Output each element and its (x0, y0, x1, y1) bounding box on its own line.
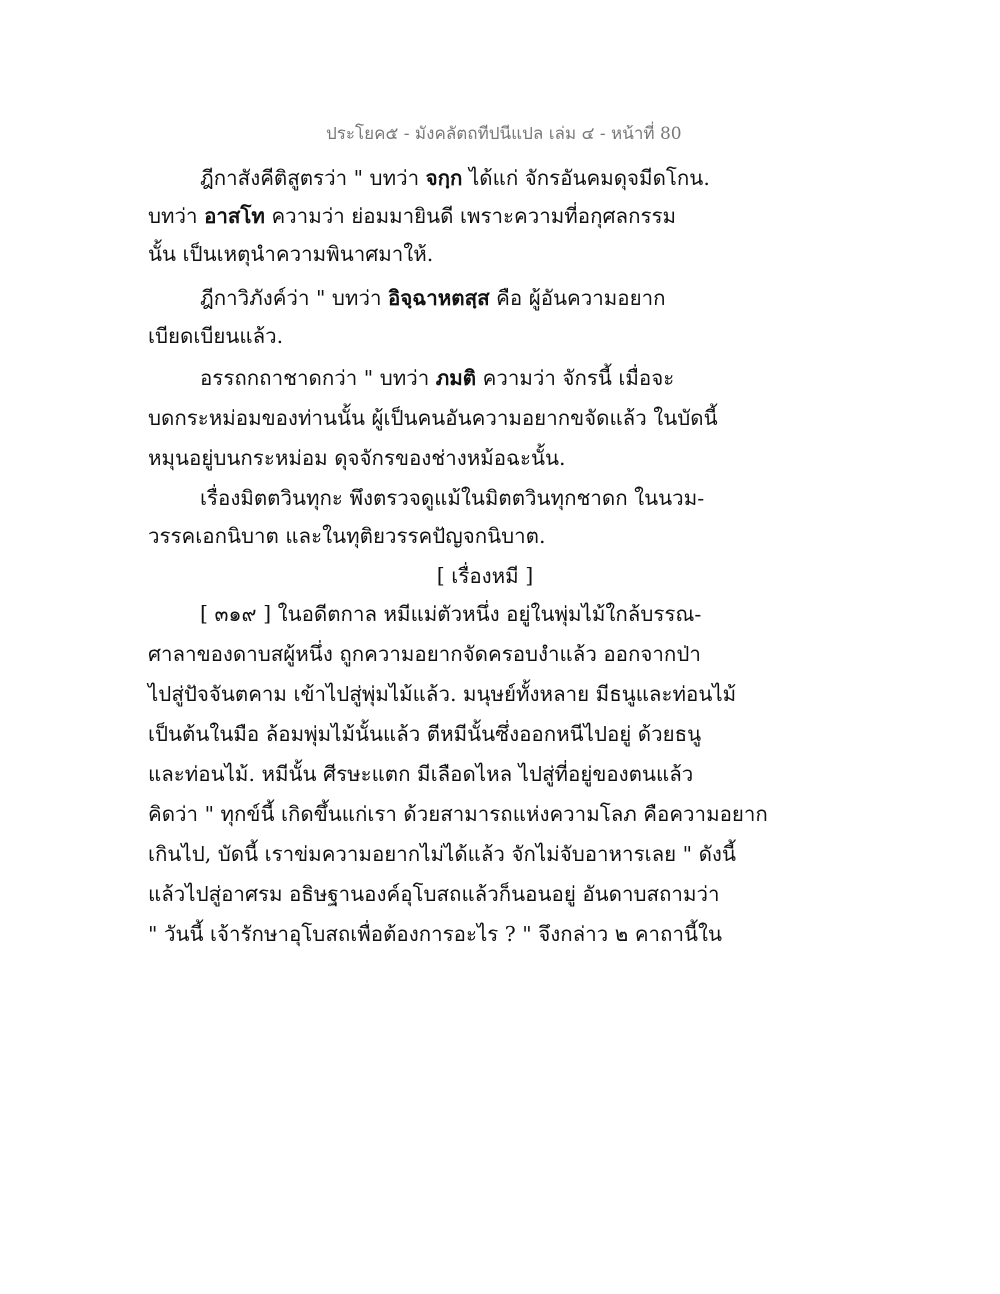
text-span: ความว่า จักรนี้ เมื่อจะ (476, 366, 675, 390)
text-line (148, 720, 708, 748)
text-line (148, 240, 708, 268)
text-span: วรรคเอกนิบาต และในทุติยวรรคปัญจกนิบาต. (148, 524, 546, 548)
text-line (148, 920, 722, 948)
text-span: " วันนี้ เจ้ารักษาอุโบสถเพื่อต้องการอะไร ? " จึงกล่าว ๒ คาถานี้ใน (148, 922, 722, 946)
text-span: บดกระหม่อมของท่านนั้น ผู้เป็นคนอันความอยากขจัดแล้ว ในบัดนี้ (148, 406, 718, 430)
text-span: เกินไป, บัดนี้ เราข่มความอยากไม่ได้แล้ว จักไม่จับอาหารเลย " ดังนี้ (148, 842, 736, 866)
text-line (148, 322, 708, 350)
text-span: หมุนอยู่บนกระหม่อม ดุจจักรของช่างหม้อฉะนั้น. (148, 446, 566, 470)
text-line (148, 760, 708, 788)
page-header: ประโยค๕ - มังคลัตถทีปนีแปล เล่ม ๔ - หน้าที่ 80 (326, 124, 682, 144)
text-span: ได้แก่ จักรอันคมดุจมีดโกน. (462, 166, 710, 190)
bold-term: จกฺก (425, 166, 463, 190)
text-line (148, 202, 708, 230)
text-span: คือ ผู้อันความอยาก (489, 286, 666, 310)
text-span: [ เรื่องหมี ] (436, 564, 534, 588)
bold-term: อิจฺฉาหตสฺส (387, 286, 490, 310)
text-line (200, 164, 710, 192)
text-span: ฎีกาวิภังค์ว่า " บทว่า (200, 286, 388, 310)
text-line (200, 284, 710, 312)
text-line (200, 600, 710, 628)
text-span: คิดว่า " ทุกข์นี้ เกิดขึ้นแก่เรา ด้วยสามารถแห่งความโลภ คือความอยาก (148, 802, 768, 826)
section-heading (0, 562, 1000, 590)
text-span: นั้น เป็นเหตุนำความพินาศมาให้. (148, 242, 434, 266)
text-span: เรื่องมิตตวินทุกะ พึงตรวจดูแม้ในมิตตวินทุกชาดก ในนวม- (200, 486, 705, 510)
text-span: ความว่า ย่อมมายินดี เพราะความที่อกุศลกรรม (264, 204, 677, 228)
text-line (148, 640, 708, 668)
text-line (148, 444, 708, 472)
bold-term: อาสโท (204, 204, 265, 228)
text-span: เป็นต้นในมือ ล้อมพุ่มไม้นั้นแล้ว ตีหมีนั้นซึ่งออกหนีไปอยู่ ด้วยธนู (148, 722, 702, 746)
text-line (148, 404, 718, 432)
text-span: ไปสู่ปัจจันตคาม เข้าไปสู่พุ่มไม้แล้ว. มนุษย์ทั้งหลาย มีธนูและท่อนไม้ (148, 682, 737, 706)
text-span: เบียดเบียนแล้ว. (148, 324, 284, 348)
text-line (200, 364, 710, 392)
text-span: [ ๓๑๙ ] ในอดีตกาล หมีแม่ตัวหนึ่ง อยู่ในพุ่มไม้ใกล้บรรณ- (200, 602, 702, 626)
text-line (148, 680, 737, 708)
text-line (148, 880, 720, 908)
text-span: ศาลาของดาบสผู้หนึ่ง ถูกความอยากจัดครอบงำแล้ว ออกจากป่า (148, 642, 701, 666)
text-line (148, 840, 736, 868)
text-line (148, 522, 708, 550)
text-span: และท่อนไม้. หมีนั้น ศีรษะแตก มีเลือดไหล ไปสู่ที่อยู่ของตนแล้ว (148, 762, 694, 786)
text-line (148, 800, 768, 828)
text-span: ฎีกาสังคีติสูตรว่า " บทว่า (200, 166, 426, 190)
bold-term: ภมติ (435, 366, 477, 390)
text-span: บทว่า (148, 204, 205, 228)
text-line (200, 484, 710, 512)
text-span: แล้วไปสู่อาศรม อธิษฐานองค์อุโบสถแล้วก็นอนอยู่ อันดาบสถามว่า (148, 882, 720, 906)
text-span: อรรถกถาชาดกว่า " บทว่า (200, 366, 436, 390)
